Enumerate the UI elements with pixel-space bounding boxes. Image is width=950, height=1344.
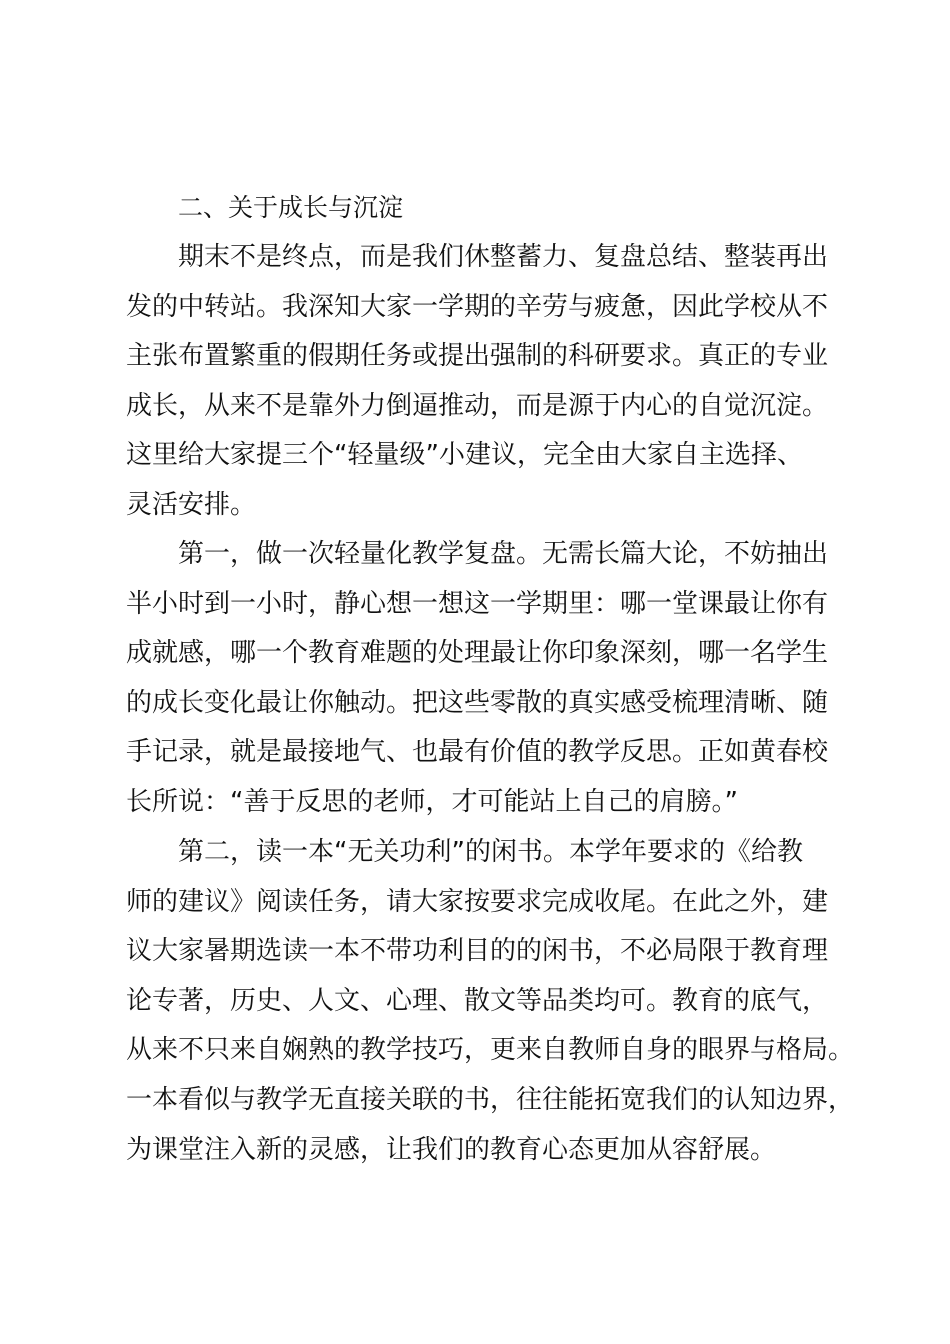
section-heading: 二、关于成长与沉淀	[178, 193, 404, 222]
paragraph-line: 议大家暑期选读一本不带功利目的的闲书，不必局限于教育理	[126, 936, 829, 967]
paragraph-line: 从来不只来自娴熟的教学技巧，更来自教师自身的眼界与格局。	[126, 1035, 855, 1066]
paragraph-2	[126, 530, 861, 828]
paragraph-line: 灵活安排。	[126, 489, 257, 520]
paragraph-line: 第二，读一本“无关功利”的闲书。本学年要求的《给教	[178, 837, 803, 867]
paragraph-line: 为课堂注入新的灵感，让我们的教育心态更加从容舒展。	[126, 1134, 777, 1165]
paragraph-line: 一本看似与教学无直接关联的书，往往能拓宽我们的认知边界，	[126, 1084, 855, 1115]
paragraph-line: 成就感，哪一个教育难题的处理最让你印象深刻，哪一名学生	[126, 638, 829, 669]
paragraph-1	[126, 233, 861, 531]
paragraph-3	[126, 828, 861, 1175]
paragraph-line: 成长，从来不是靠外力倒逼推动，而是源于内心的自觉沉淀。	[126, 390, 829, 421]
paragraph-line: 的成长变化最让你触动。把这些零散的真实感受梳理清晰、随	[126, 687, 829, 718]
paragraph-line: 半小时到一小时，静心想一想这一学期里：哪一堂课最让你有	[126, 588, 829, 619]
paragraph-line: 师的建议》阅读任务，请大家按要求完成收尾。在此之外，建	[126, 886, 829, 917]
paragraph-line: 期末不是终点，而是我们休整蓄力、复盘总结、整装再出	[178, 242, 829, 272]
paragraph-line: 第一，做一次轻量化教学复盘。无需长篇大论，不妨抽出	[178, 539, 829, 569]
paragraph-line: 这里给大家提三个“轻量级”小建议，完全由大家自主选择、	[126, 440, 803, 471]
paragraph-line: 论专著，历史、人文、心理、散文等品类均可。教育的底气，	[126, 985, 829, 1016]
paragraph-line: 长所说：“善于反思的老师，才可能站上自己的肩膀。”	[126, 786, 738, 817]
paragraph-line: 主张布置繁重的假期任务或提出强制的科研要求。真正的专业	[126, 341, 829, 372]
paragraph-line: 手记录，就是最接地气、也最有价值的教学反思。正如黄春校	[126, 737, 829, 768]
paragraph-line: 发的中转站。我深知大家一学期的辛劳与疲惫，因此学校从不	[126, 291, 829, 322]
